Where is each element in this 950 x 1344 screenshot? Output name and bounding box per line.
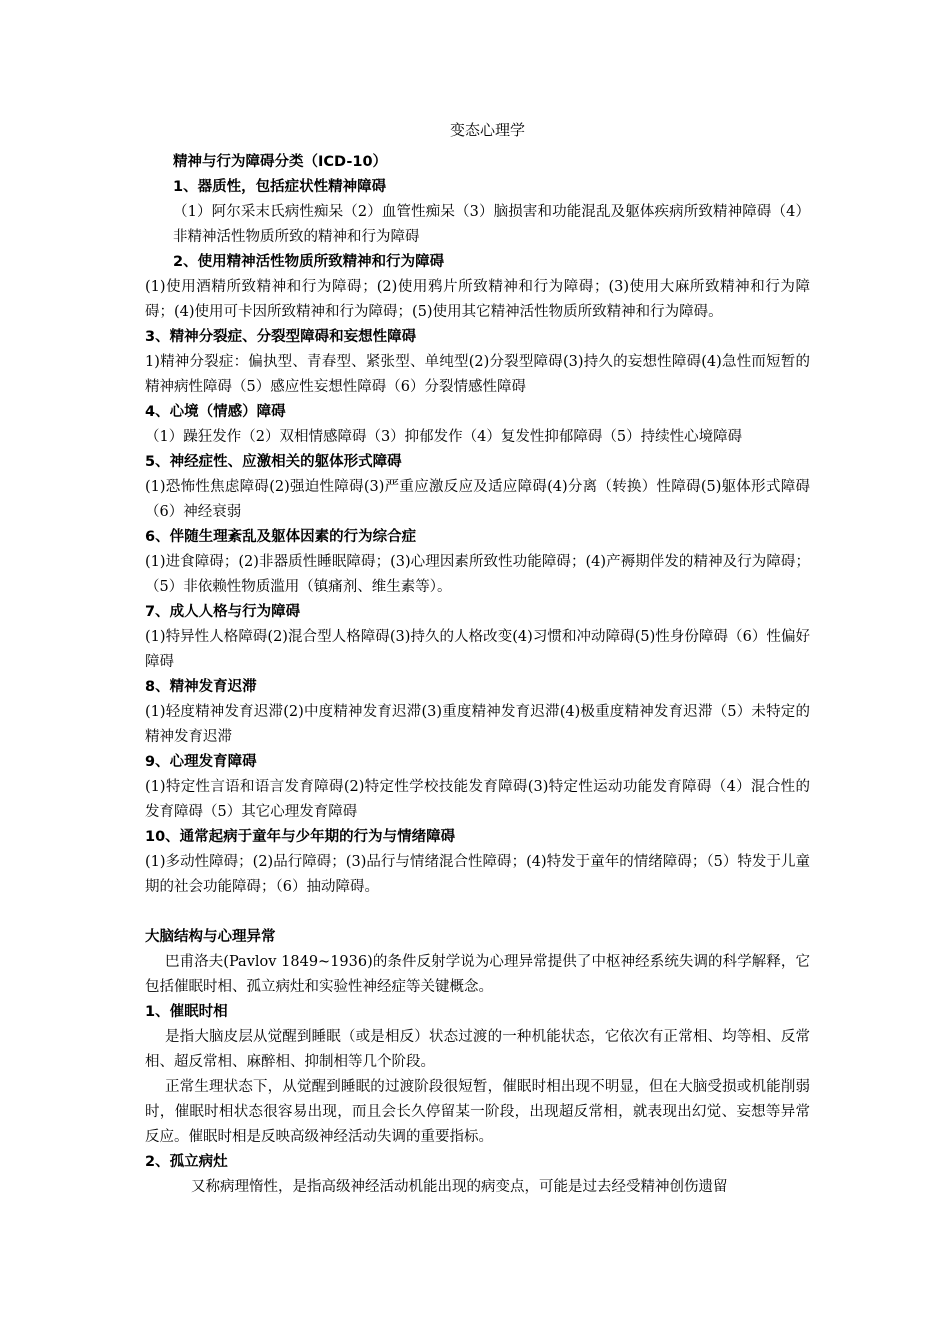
- brain-subsection-1-heading: 1、催眠时相: [145, 1004, 228, 1020]
- blank-line: [145, 900, 810, 925]
- section-9-text: (1)特定性言语和语言发育障碍(2)特定性学校技能发育障碍(3)特定性运动功能发育障碍（4）混合性的发育障碍（5）其它心理发育障碍: [145, 779, 810, 820]
- brain-section-heading: 大脑结构与心理异常: [145, 929, 276, 945]
- brain-subsection-1-para-1: 是指大脑皮层从觉醒到睡眠（或是相反）状态过渡的一种机能状态，它依次有正常相、均等相、反常相、超反常相、麻醉相、抑制相等几个阶段。: [145, 1029, 810, 1070]
- brain-subsection-2-para-1: 又称病理惰性，是指高级神经活动机能出现的病变点，可能是过去经受精神创伤遗留: [191, 1179, 728, 1195]
- section-8-heading: 8、精神发育迟滞: [145, 679, 257, 695]
- brain-intro-text: 巴甫洛夫(Pavlov 1849~1936)的条件反射学说为心理异常提供了中枢神经系统失调的科学解释，它包括催眠时相、孤立病灶和实验性神经症等关键概念。: [145, 954, 810, 995]
- section-2-heading: 2、使用精神活性物质所致精神和行为障碍: [173, 254, 445, 270]
- section-9-heading: 9、心理发育障碍: [145, 754, 257, 770]
- section-4-heading: 4、心境（情感）障碍: [145, 404, 286, 420]
- document-page: [145, 118, 810, 1200]
- section-2-text: (1)使用酒精所致精神和行为障碍；(2)使用鸦片所致精神和行为障碍；(3)使用大麻所致精神和行为障碍；(4)使用可卡因所致精神和行为障碍；(5)使用其它精神活性物质所致精神和行为障碍。: [145, 279, 810, 320]
- section-1-heading: 1、器质性，包括症状性精神障碍: [173, 179, 387, 195]
- section-8-text: (1)轻度精神发育迟滞(2)中度精神发育迟滞(3)重度精神发育迟滞(4)极重度精神发育迟滞（5）未特定的精神发育迟滞: [145, 704, 810, 745]
- section-10-text: (1)多动性障碍；(2)品行障碍；(3)品行与情绪混合性障碍；(4)特发于童年的情绪障碍；（5）特发于儿童期的社会功能障碍；（6）抽动障碍。: [145, 854, 810, 895]
- document-title: 变态心理学: [449, 121, 525, 139]
- section-5-heading: 5、神经症性、应激相关的躯体形式障碍: [145, 454, 402, 470]
- section-10-heading: 10、通常起病于童年与少年期的行为与情绪障碍: [145, 829, 456, 845]
- section-3-text: 1)精神分裂症：偏执型、青春型、紧张型、单纯型(2)分裂型障碍(3)持久的妄想性障碍(4)急性而短暂的精神病性障碍（5）感应性妄想性障碍（6）分裂情感性障碍: [145, 354, 810, 395]
- section-7-heading: 7、成人人格与行为障碍: [145, 604, 301, 620]
- section-1-text: （1）阿尔采末氏病性痴呆（2）血管性痴呆（3）脑损害和功能混乱及躯体疾病所致精神障碍（4）非精神活性物质所致的精神和行为障碍: [173, 204, 810, 245]
- classification-heading: 精神与行为障碍分类（ICD-10）: [173, 154, 388, 170]
- brain-subsection-2-heading: 2、孤立病灶: [145, 1154, 228, 1170]
- section-7-text: (1)特异性人格障碍(2)混合型人格障碍(3)持久的人格改变(4)习惯和冲动障碍(5)性身份障碍（6）性偏好障碍: [145, 629, 810, 670]
- section-4-text: （1）躁狂发作（2）双相情感障碍（3）抑郁发作（4）复发性抑郁障碍（5）持续性心境障碍: [145, 429, 743, 445]
- section-3-heading: 3、精神分裂症、分裂型障碍和妄想性障碍: [145, 329, 417, 345]
- section-6-heading: 6、伴随生理紊乱及躯体因素的行为综合症: [145, 529, 417, 545]
- brain-subsection-1-para-2: 正常生理状态下，从觉醒到睡眠的过渡阶段很短暂，催眠时相出现不明显，但在大脑受损或机能削弱时，催眠时相状态很容易出现，而且会长久停留某一阶段，出现超反常相，就表现出幻觉、妄想等异常反应。催眠时相是反映高级神经活动失调的重要指标。: [145, 1079, 810, 1145]
- section-5-text: (1)恐怖性焦虑障碍(2)强迫性障碍(3)严重应激反应及适应障碍(4)分离（转换）性障碍(5)躯体形式障碍（6）神经衰弱: [145, 479, 810, 520]
- section-6-text: (1)进食障碍；(2)非器质性睡眠障碍；(3)心理因素所致性功能障碍；(4)产褥期伴发的精神及行为障碍；（5）非依赖性物质滥用（镇痛剂、维生素等）。: [145, 554, 810, 595]
